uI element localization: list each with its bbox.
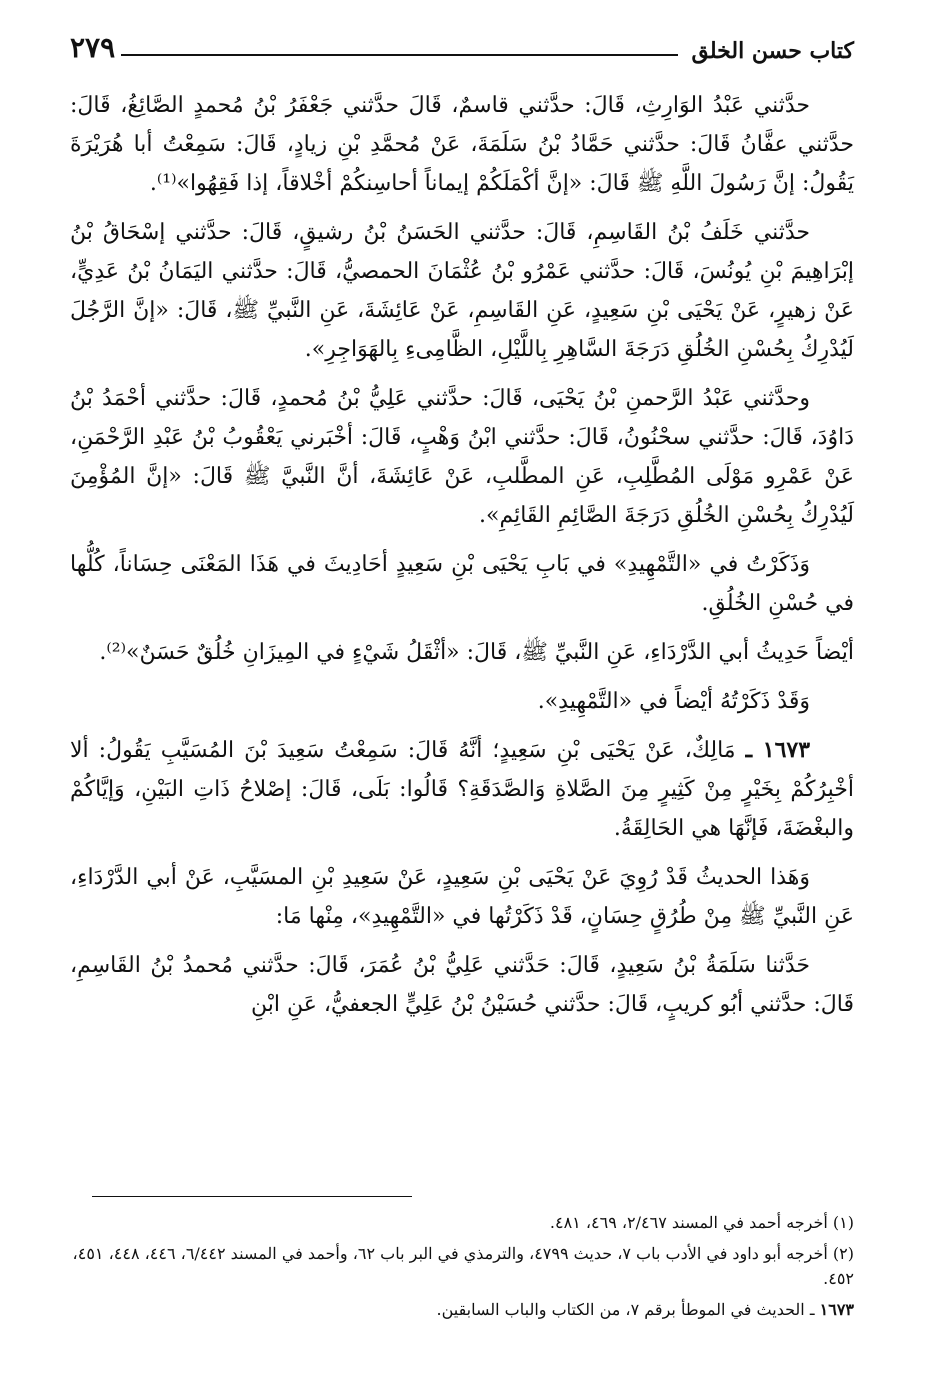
- paragraph-5: أيْضاً حَدِيثُ أبي الدَّرْدَاءِ، عَنِ النَّبيِّ ﷺ، قَالَ: «أثْقَلُ شَيْءٍ في المِيزَانِ خُلُقٌ حَسَنٌ»⁽²⁾.: [99, 640, 854, 665]
- page-number: ٢٧٩: [70, 31, 116, 64]
- footnote-2: (٢) أخرجه أبو داود في الأدب باب ٧، حديث ٤٧٩٩، والترمذي في البر باب ٦٢، وأحمد في المسند ٦/٤٤٢، ٤٤٦، ٤٤٨، ٤٥١، ٤٥٢.: [72, 1244, 854, 1288]
- footnote-separator: [92, 1196, 412, 1197]
- running-header: [70, 30, 854, 64]
- paragraph-9: حَدَّثنا سَلَمَةُ بْنُ سَعِيدٍ، قَالَ: حَدَّثني عَلِيُّ بْنُ عُمَرَ، قَالَ: حدَّثني مُحمدُ بْنُ القَاسِمِ، قَالَ: حدَّثني أبُو كريبٍ، قَالَ: حدَّثني حُسَيْنُ بْنُ عَلِيٍّ الجعفيُّ، عَنِ ابْنِ: [70, 953, 854, 1017]
- header-title: كتاب حسن الخلق: [691, 38, 854, 64]
- hadith-1673-opening: مَالِكٌ، عَنْ يَحْيَى بْنِ سَعِيدٍ؛ أنَّهُ قَالَ: سَمِعْتُ سَعِيدَ بْنَ المُسَيَّبِ: [160, 738, 736, 763]
- paragraph-4: وَذَكَرْتُ في «التَّمْهِيدِ» في بَابِ يَحْيَى بْنِ سَعِيدٍ أحَادِيثَ في هَذَا المَعْنَى حِسَاناً، كُلُّها في حُسْنِ الخُلُقِ.: [70, 552, 854, 616]
- footnote-1673-number: ١٦٧٣: [819, 1300, 854, 1319]
- paragraph-1: حدَّثني عَبْدُ الوَارِثِ، قَالَ: حدَّثني قاسمٌ، قَالَ حدَّثني جَعْفَرُ بْنُ مُحمدٍ الصَّائِغُ، قَالَ: حدَّثني عفَّانُ قَالَ: حدَّثني حَمَّادُ بْنُ سَلَمَةَ، عَنْ مُحمَّدِ بْنِ زيادٍ، قَالَ: سَمِعْتُ أبا هُرَيْرَةَ يَقُولُ: إنَّ رَسُولَ اللَّهِ ﷺ قَالَ: «إنَّ أكْمَلَكُمْ إيماناً أحاسِنكُمْ أخْلاقاً، إذا فَقِهُوا»⁽¹⁾.: [70, 93, 854, 196]
- main-text: [70, 86, 854, 1034]
- hadith-number: ١٦٧٣ ـ: [745, 737, 811, 763]
- header-rule: [121, 54, 677, 56]
- paragraph-2: حدَّثني خَلَفُ بْنُ القَاسِمِ، قَالَ: حدَّثني الحَسَنُ بْنُ رشيقٍ، قَالَ: حدَّثني إسْحَاقُ بْنُ إبْرَاهِيمَ بْنِ يُونُسَ، قَالَ: حدَّثني عَمْرُو بْنُ عُثْمَانَ الحمصيُّ، قَالَ: حدَّثني اليَمَانُ بْنُ عَدِيٍّ، عَنْ زهيرٍ، عَنْ يَحْيَى بْنِ سَعِيدٍ، عَنِ القَاسِمِ، عَنْ عَائِشَةَ، عَنِ النَّبيِّ ﷺ، قَالَ: «إنَّ الرَّجُلَ لَيُدْرِكُ بِحُسْنِ الخُلُقِ دَرَجَةَ السَّاهِرِ بِاللَّيْلِ، الظَّامِىءِ بِالهَوَاجِرِ».: [70, 220, 854, 362]
- footnotes: [70, 1210, 854, 1328]
- paragraph-8: وَهَذا الحديثُ قَدْ رُوِيَ عَنْ يَحْيَى بْنِ سَعِيدٍ، عَنْ سَعِيدِ بْنِ المسَيَّبِ، عَنْ أبي الدَّرْدَاءِ، عَنِ النَّبيِّ ﷺ مِنْ طُرُقٍ حِسَانٍ، قَدْ ذَكَرْتُها في «التَّمْهِيدِ»، مِنْها مَا:: [70, 865, 854, 929]
- footnote-1: (١) أخرجه أحمد في المسند ٢/٤٦٧، ٤٦٩، ٤٨١.: [549, 1213, 854, 1232]
- footnote-1673: [70, 1297, 854, 1322]
- paragraph-7: يَقُولُ: ألا أخْبِرُكُمْ بِخَيْرٍ مِنْ كَثِيرٍ مِنَ الصَّلاةِ وَالصَّدَقَةِ؟ قَالُوا: بَلَى، قَالَ: إصْلاحُ ذَاتِ البَيْنِ، وَإيَّاكُمْ والبغْضَةَ، فَإنَّهَا هي الحَالِقَةُ.: [70, 738, 854, 841]
- paragraph-3: وحدَّثني عَبْدُ الرَّحمنِ بْنُ يَحْيَى، قَالَ: حدَّثني عَلِيُّ بْنُ مُحمدٍ، قَالَ: حدَّثني أحْمَدُ بْنُ دَاوُدَ، قَالَ: حدَّثني سحْنُونُ، قَالَ: حدَّثني ابْنُ وَهْبٍ، قَالَ: أخْبَرني يَعْقُوبُ بْنُ عَبْدِ الرَّحْمَنِ، عَنْ عَمْرِو مَوْلَى المُطَّلِبِ، عَنِ المطَّلبِ، عَنْ عَائِشَةَ، أنَّ النَّبيَّ ﷺ قَالَ: «إنَّ المُؤْمِنَ لَيُدْرِكُ بِحُسْنِ الخُلُقِ دَرَجَةَ الصَّائِمِ القَائِمِ».: [70, 386, 854, 528]
- paragraph-6: وَقَدْ ذَكَرْتُهُ أيْضاً في «التَّمْهِيدِ».: [537, 689, 810, 714]
- footnote-1673-text: ـ الحديث في الموطأ برقم ٧، من الكتاب والباب السابقين.: [436, 1300, 815, 1319]
- hadith-1673: [70, 731, 854, 848]
